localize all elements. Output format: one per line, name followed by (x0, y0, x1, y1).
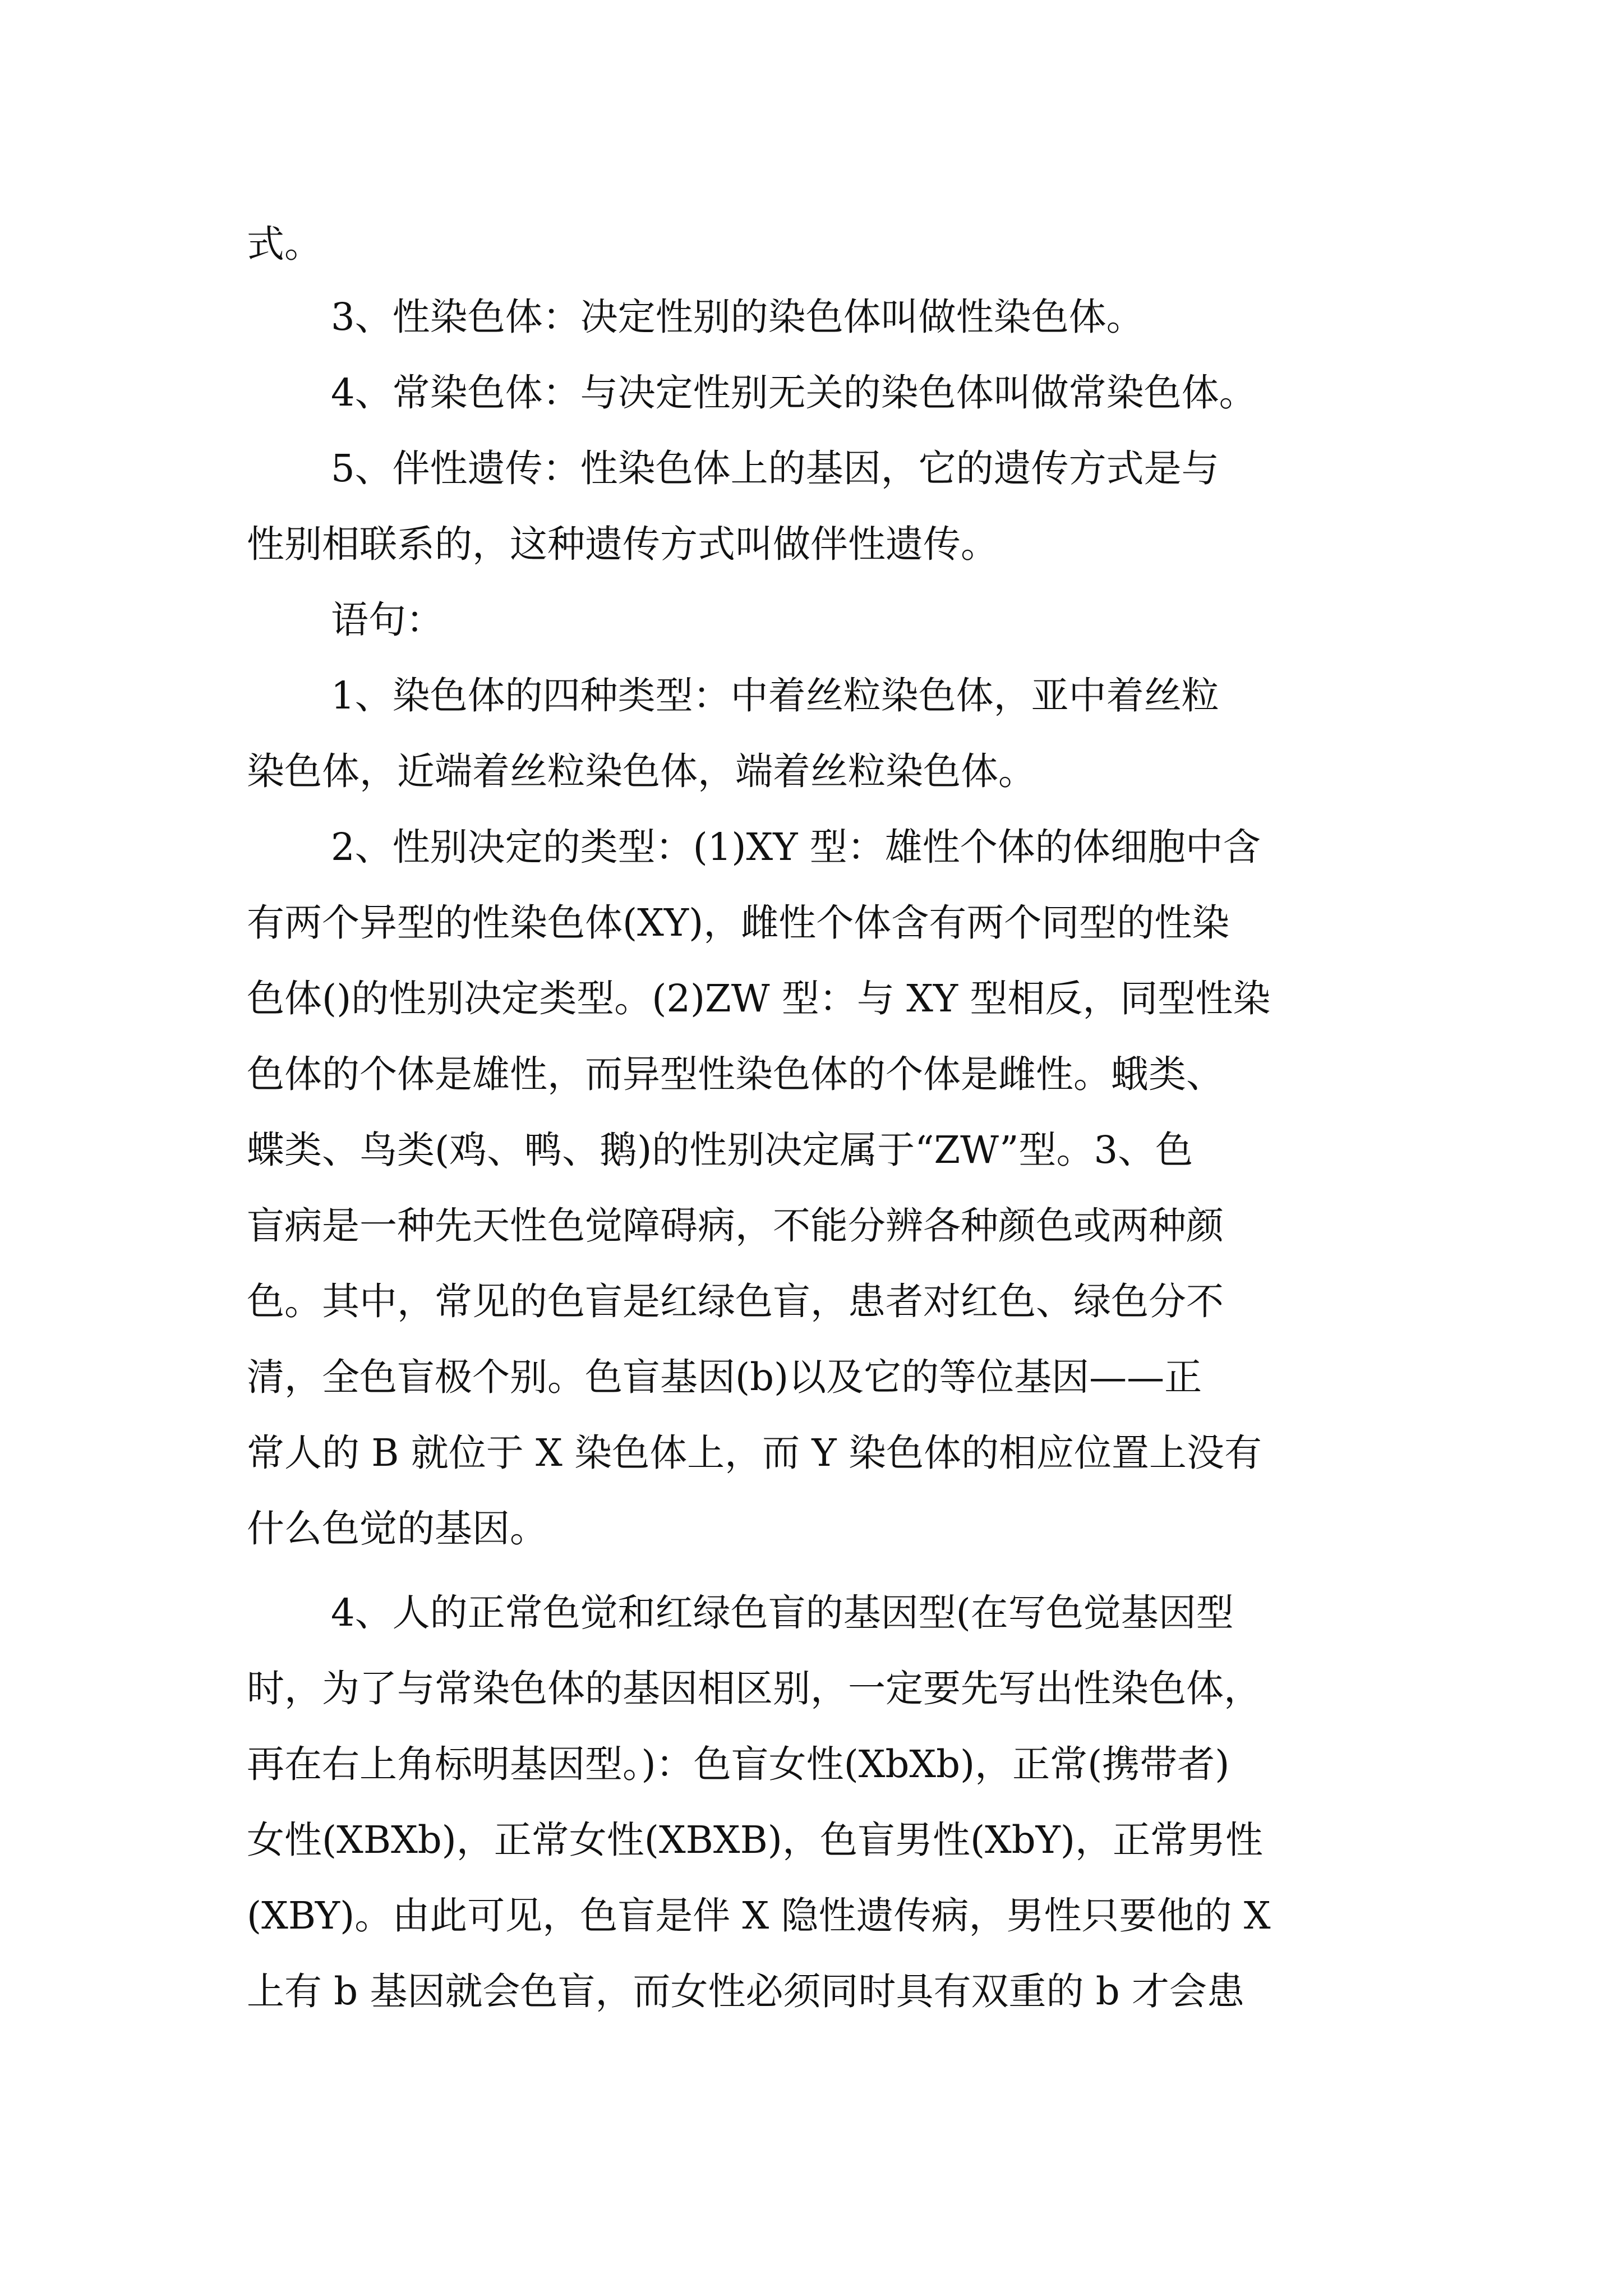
text-line: 性别相联系的，这种遗传方式叫做伴性遗传。 (247, 522, 998, 566)
text-line: 盲病是一种先天性色觉障碍病，不能分辨各种颜色或两种颜 (247, 1204, 1224, 1248)
text-line: 语句： (331, 598, 444, 642)
text-line: 1、染色体的四种类型：中着丝粒染色体，亚中着丝粒 (331, 674, 1219, 717)
text-line: 3、性染色体：决定性别的染色体叫做性染色体。 (331, 295, 1144, 339)
text-line: 常人的 B 就位于 X 染色体上，而 Y 染色体的相应位置上没有 (247, 1431, 1262, 1475)
text-line: 2、性别决定的类型：(1)XY 型：雄性个体的体细胞中含 (331, 825, 1261, 869)
text-line: 有两个异型的性染色体(XY)，雌性个体含有两个同型的性染 (247, 901, 1230, 945)
text-line: 4、人的正常色觉和红绿色盲的基因型(在写色觉基因型 (331, 1591, 1234, 1635)
text-line: 清，全色盲极个别。色盲基因(b)以及它的等位基因——正 (247, 1355, 1202, 1399)
text-line: 色体的个体是雄性，而异型性染色体的个体是雌性。蛾类、 (247, 1052, 1224, 1096)
text-line: 上有 b 基因就会色盲，而女性必须同时具有双重的 b 才会患 (247, 1970, 1244, 2013)
text-line: 色体()的性别决定类型。(2)ZW 型：与 XY 型相反，同型性染 (247, 977, 1271, 1020)
text-line: 色。其中，常见的色盲是红绿色盲，患者对红色、绿色分不 (247, 1280, 1224, 1323)
text-line: 染色体，近端着丝粒染色体，端着丝粒染色体。 (247, 749, 1036, 793)
text-line: 蝶类、鸟类(鸡、鸭、鹅)的性别决定属于“ZW”型。3、色 (247, 1128, 1193, 1172)
text-line: 什么色觉的基因。 (247, 1507, 547, 1550)
text-line: 女性(XBXb)，正常女性(XBXB)，色盲男性(XbY)，正常男性 (247, 1818, 1264, 1862)
text-line: 4、常染色体：与决定性别无关的染色体叫做常染色体。 (331, 371, 1257, 415)
text-line: 5、伴性遗传：性染色体上的基因，它的遗传方式是与 (331, 447, 1219, 490)
text-line: (XBY)。由此可见，色盲是伴 X 隐性遗传病，男性只要他的 X (247, 1894, 1271, 1938)
text-line: 式。 (247, 222, 322, 266)
text-line: 再在右上角标明基因型。)：色盲女性(XbXb)，正常(携带者) (247, 1742, 1230, 1786)
text-line: 时，为了与常染色体的基因相区别，一定要先写出性染色体， (247, 1667, 1261, 1710)
